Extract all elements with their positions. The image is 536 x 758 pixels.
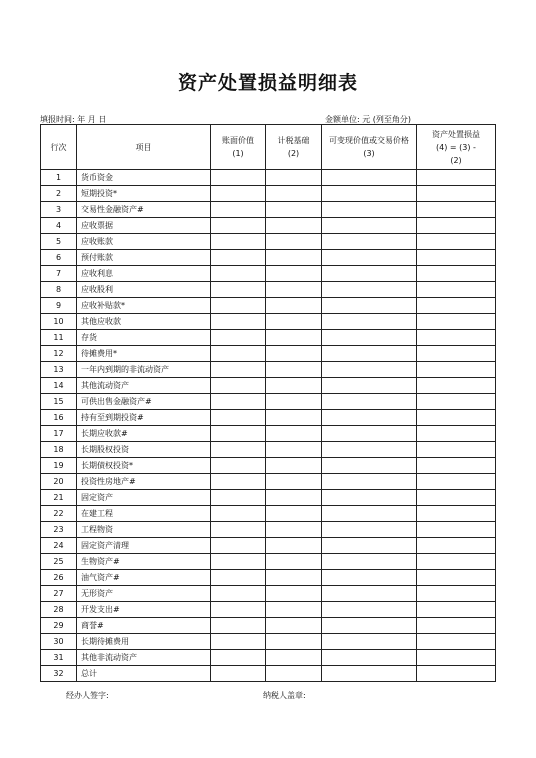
book-value-cell[interactable] bbox=[211, 506, 266, 522]
book-value-cell[interactable] bbox=[211, 522, 266, 538]
gain-loss-cell[interactable] bbox=[417, 250, 496, 266]
gain-loss-cell[interactable] bbox=[417, 458, 496, 474]
amount-unit-label: 金额单位: 元 (列至角分) bbox=[325, 115, 412, 124]
row-number: 32 bbox=[41, 666, 77, 682]
row-number: 26 bbox=[41, 570, 77, 586]
row-number: 8 bbox=[41, 282, 77, 298]
gain-loss-cell[interactable] bbox=[417, 634, 496, 650]
book-value-cell[interactable] bbox=[211, 330, 266, 346]
tax-base-cell[interactable] bbox=[266, 554, 322, 570]
tax-base-cell[interactable] bbox=[266, 170, 322, 186]
row-number: 13 bbox=[41, 362, 77, 378]
row-item-label: 长期待摊费用 bbox=[77, 634, 211, 650]
book-value-cell[interactable] bbox=[211, 186, 266, 202]
tax-base-cell[interactable] bbox=[266, 586, 322, 602]
row-item-label: 工程物资 bbox=[77, 522, 211, 538]
row-item-label: 持有至到期投资# bbox=[77, 410, 211, 426]
row-number: 29 bbox=[41, 618, 77, 634]
row-item-label: 总计 bbox=[77, 666, 211, 682]
gain-loss-cell[interactable] bbox=[417, 554, 496, 570]
row-item-label: 应收账款 bbox=[77, 234, 211, 250]
row-item-label: 其他流动资产 bbox=[77, 378, 211, 394]
gain-loss-cell[interactable] bbox=[417, 314, 496, 330]
table-row bbox=[41, 474, 496, 490]
net-realizable-cell[interactable] bbox=[322, 362, 417, 378]
row-item-label: 应收股利 bbox=[77, 282, 211, 298]
table-row bbox=[41, 202, 496, 218]
row-item-label: 油气资产# bbox=[77, 570, 211, 586]
net-realizable-cell[interactable] bbox=[322, 618, 417, 634]
header-book-value: 账面价值 (1) bbox=[211, 125, 266, 170]
row-number: 19 bbox=[41, 458, 77, 474]
tax-base-cell[interactable] bbox=[266, 650, 322, 666]
table-row bbox=[41, 282, 496, 298]
gain-loss-cell[interactable] bbox=[417, 218, 496, 234]
row-number: 4 bbox=[41, 218, 77, 234]
tax-base-cell[interactable] bbox=[266, 474, 322, 490]
tax-base-cell[interactable] bbox=[266, 618, 322, 634]
table-row bbox=[41, 170, 496, 186]
row-item-label: 一年内到期的非流动资产 bbox=[77, 362, 211, 378]
gain-loss-cell[interactable] bbox=[417, 330, 496, 346]
row-number: 7 bbox=[41, 266, 77, 282]
net-realizable-cell[interactable] bbox=[322, 650, 417, 666]
header-net-realizable: 可变现价值或交易价格 (3) bbox=[322, 125, 417, 170]
tax-base-cell[interactable] bbox=[266, 394, 322, 410]
net-realizable-cell[interactable] bbox=[322, 410, 417, 426]
row-number: 12 bbox=[41, 346, 77, 362]
book-value-cell[interactable] bbox=[211, 554, 266, 570]
book-value-cell[interactable] bbox=[211, 202, 266, 218]
net-realizable-cell[interactable] bbox=[322, 394, 417, 410]
row-item-label: 固定资产 bbox=[77, 490, 211, 506]
fill-time-label: 填报时间: 年 月 日 bbox=[40, 115, 107, 124]
net-realizable-cell[interactable] bbox=[322, 314, 417, 330]
table-body bbox=[41, 170, 496, 682]
net-realizable-cell[interactable] bbox=[322, 490, 417, 506]
net-realizable-cell[interactable] bbox=[322, 170, 417, 186]
net-realizable-cell[interactable] bbox=[322, 586, 417, 602]
row-item-label: 商誉# bbox=[77, 618, 211, 634]
row-item-label: 在建工程 bbox=[77, 506, 211, 522]
tax-base-cell[interactable] bbox=[266, 506, 322, 522]
gain-loss-cell[interactable] bbox=[417, 490, 496, 506]
gain-loss-cell[interactable] bbox=[417, 266, 496, 282]
net-realizable-cell[interactable] bbox=[322, 474, 417, 490]
row-item-label: 开发支出# bbox=[77, 602, 211, 618]
row-number: 6 bbox=[41, 250, 77, 266]
tax-base-cell[interactable] bbox=[266, 410, 322, 426]
handler-signature-label: 经办人签字: bbox=[66, 691, 109, 700]
net-realizable-cell[interactable] bbox=[322, 346, 417, 362]
net-realizable-cell[interactable] bbox=[322, 666, 417, 682]
table-row bbox=[41, 410, 496, 426]
book-value-cell[interactable] bbox=[211, 474, 266, 490]
tax-base-cell[interactable] bbox=[266, 458, 322, 474]
table-row bbox=[41, 586, 496, 602]
row-item-label: 待摊费用* bbox=[77, 346, 211, 362]
net-realizable-cell[interactable] bbox=[322, 298, 417, 314]
net-realizable-cell[interactable] bbox=[322, 570, 417, 586]
tax-base-cell[interactable] bbox=[266, 202, 322, 218]
row-item-label: 应收补贴款* bbox=[77, 298, 211, 314]
row-item-label: 其他应收款 bbox=[77, 314, 211, 330]
net-realizable-cell[interactable] bbox=[322, 330, 417, 346]
row-number: 30 bbox=[41, 634, 77, 650]
row-number: 9 bbox=[41, 298, 77, 314]
gain-loss-cell[interactable] bbox=[417, 426, 496, 442]
book-value-cell[interactable] bbox=[211, 442, 266, 458]
tax-base-cell[interactable] bbox=[266, 250, 322, 266]
table-row bbox=[41, 554, 496, 570]
book-value-cell[interactable] bbox=[211, 538, 266, 554]
net-realizable-cell[interactable] bbox=[322, 602, 417, 618]
tax-base-cell[interactable] bbox=[266, 570, 322, 586]
net-realizable-cell[interactable] bbox=[322, 250, 417, 266]
tax-base-cell[interactable] bbox=[266, 378, 322, 394]
row-number: 21 bbox=[41, 490, 77, 506]
book-value-cell[interactable] bbox=[211, 218, 266, 234]
gain-loss-cell[interactable] bbox=[417, 410, 496, 426]
tax-base-cell[interactable] bbox=[266, 490, 322, 506]
taxpayer-seal-label: 纳税人盖章: bbox=[263, 691, 306, 700]
gain-loss-cell[interactable] bbox=[417, 234, 496, 250]
table-row bbox=[41, 442, 496, 458]
gain-loss-cell[interactable] bbox=[417, 618, 496, 634]
book-value-cell[interactable] bbox=[211, 586, 266, 602]
book-value-cell[interactable] bbox=[211, 266, 266, 282]
book-value-cell[interactable] bbox=[211, 634, 266, 650]
book-value-cell[interactable] bbox=[211, 666, 266, 682]
book-value-cell[interactable] bbox=[211, 346, 266, 362]
table-row bbox=[41, 506, 496, 522]
row-number: 5 bbox=[41, 234, 77, 250]
row-number: 18 bbox=[41, 442, 77, 458]
row-item-label: 可供出售金融资产# bbox=[77, 394, 211, 410]
tax-base-cell[interactable] bbox=[266, 314, 322, 330]
gain-loss-cell[interactable] bbox=[417, 474, 496, 490]
net-realizable-cell[interactable] bbox=[322, 634, 417, 650]
row-number: 10 bbox=[41, 314, 77, 330]
tax-base-cell[interactable] bbox=[266, 522, 322, 538]
table-row bbox=[41, 426, 496, 442]
table-row bbox=[41, 218, 496, 234]
row-item-label: 货币资金 bbox=[77, 170, 211, 186]
row-number: 16 bbox=[41, 410, 77, 426]
row-item-label: 长期股权投资 bbox=[77, 442, 211, 458]
row-number: 24 bbox=[41, 538, 77, 554]
row-number: 20 bbox=[41, 474, 77, 490]
gain-loss-cell[interactable] bbox=[417, 650, 496, 666]
table-row bbox=[41, 346, 496, 362]
gain-loss-cell[interactable] bbox=[417, 170, 496, 186]
row-number: 11 bbox=[41, 330, 77, 346]
net-realizable-cell[interactable] bbox=[322, 426, 417, 442]
net-realizable-cell[interactable] bbox=[322, 266, 417, 282]
row-item-label: 应收利息 bbox=[77, 266, 211, 282]
tax-base-cell[interactable] bbox=[266, 186, 322, 202]
row-number: 23 bbox=[41, 522, 77, 538]
row-number: 31 bbox=[41, 650, 77, 666]
book-value-cell[interactable] bbox=[211, 650, 266, 666]
row-number: 2 bbox=[41, 186, 77, 202]
net-realizable-cell[interactable] bbox=[322, 202, 417, 218]
tax-base-cell[interactable] bbox=[266, 298, 322, 314]
table-row bbox=[41, 570, 496, 586]
gain-loss-cell[interactable] bbox=[417, 394, 496, 410]
row-item-label: 其他非流动资产 bbox=[77, 650, 211, 666]
gain-loss-cell[interactable] bbox=[417, 506, 496, 522]
table-row bbox=[41, 298, 496, 314]
tax-base-cell[interactable] bbox=[266, 330, 322, 346]
gain-loss-cell[interactable] bbox=[417, 378, 496, 394]
row-item-label: 长期应收款# bbox=[77, 426, 211, 442]
table-row bbox=[41, 234, 496, 250]
book-value-cell[interactable] bbox=[211, 394, 266, 410]
book-value-cell[interactable] bbox=[211, 314, 266, 330]
book-value-cell[interactable] bbox=[211, 234, 266, 250]
tax-base-cell[interactable] bbox=[266, 538, 322, 554]
table-row bbox=[41, 634, 496, 650]
book-value-cell[interactable] bbox=[211, 362, 266, 378]
table-row bbox=[41, 458, 496, 474]
table-row bbox=[41, 538, 496, 554]
row-number: 28 bbox=[41, 602, 77, 618]
tax-base-cell[interactable] bbox=[266, 266, 322, 282]
net-realizable-cell[interactable] bbox=[322, 506, 417, 522]
book-value-cell[interactable] bbox=[211, 378, 266, 394]
row-number: 22 bbox=[41, 506, 77, 522]
gain-loss-cell[interactable] bbox=[417, 298, 496, 314]
tax-base-cell[interactable] bbox=[266, 282, 322, 298]
table-header-row bbox=[41, 125, 496, 170]
row-item-label: 生物资产# bbox=[77, 554, 211, 570]
table-row bbox=[41, 378, 496, 394]
book-value-cell[interactable] bbox=[211, 170, 266, 186]
row-number: 3 bbox=[41, 202, 77, 218]
table-row bbox=[41, 650, 496, 666]
table-row bbox=[41, 314, 496, 330]
book-value-cell[interactable] bbox=[211, 570, 266, 586]
table-row bbox=[41, 330, 496, 346]
table-row bbox=[41, 266, 496, 282]
table-row bbox=[41, 666, 496, 682]
table-row bbox=[41, 394, 496, 410]
header-tax-base: 计税基础 (2) bbox=[266, 125, 322, 170]
net-realizable-cell[interactable] bbox=[322, 554, 417, 570]
row-number: 1 bbox=[41, 170, 77, 186]
row-number: 15 bbox=[41, 394, 77, 410]
asset-disposal-table bbox=[40, 124, 496, 682]
gain-loss-cell[interactable] bbox=[417, 602, 496, 618]
tax-base-cell[interactable] bbox=[266, 602, 322, 618]
net-realizable-cell[interactable] bbox=[322, 186, 417, 202]
tax-base-cell[interactable] bbox=[266, 362, 322, 378]
table-row bbox=[41, 522, 496, 538]
tax-base-cell[interactable] bbox=[266, 218, 322, 234]
book-value-cell[interactable] bbox=[211, 282, 266, 298]
book-value-cell[interactable] bbox=[211, 410, 266, 426]
table-row bbox=[41, 618, 496, 634]
tax-base-cell[interactable] bbox=[266, 634, 322, 650]
book-value-cell[interactable] bbox=[211, 250, 266, 266]
book-value-cell[interactable] bbox=[211, 458, 266, 474]
table-row bbox=[41, 490, 496, 506]
row-item-label: 预付账款 bbox=[77, 250, 211, 266]
book-value-cell[interactable] bbox=[211, 490, 266, 506]
tax-base-cell[interactable] bbox=[266, 666, 322, 682]
book-value-cell[interactable] bbox=[211, 426, 266, 442]
gain-loss-cell[interactable] bbox=[417, 570, 496, 586]
gain-loss-cell[interactable] bbox=[417, 202, 496, 218]
gain-loss-cell[interactable] bbox=[417, 362, 496, 378]
gain-loss-cell[interactable] bbox=[417, 442, 496, 458]
row-item-label: 无形资产 bbox=[77, 586, 211, 602]
net-realizable-cell[interactable] bbox=[322, 458, 417, 474]
table-row bbox=[41, 362, 496, 378]
row-number: 27 bbox=[41, 586, 77, 602]
table-row bbox=[41, 602, 496, 618]
tax-base-cell[interactable] bbox=[266, 234, 322, 250]
header-item: 项目 bbox=[77, 125, 211, 170]
gain-loss-cell[interactable] bbox=[417, 538, 496, 554]
row-number: 14 bbox=[41, 378, 77, 394]
page-title: 资产处置损益明细表 bbox=[177, 72, 358, 94]
tax-base-cell[interactable] bbox=[266, 442, 322, 458]
table-row bbox=[41, 250, 496, 266]
row-item-label: 应收票据 bbox=[77, 218, 211, 234]
row-item-label: 固定资产清理 bbox=[77, 538, 211, 554]
net-realizable-cell[interactable] bbox=[322, 282, 417, 298]
row-item-label: 交易性金融资产# bbox=[77, 202, 211, 218]
header-seq: 行次 bbox=[41, 125, 77, 170]
tax-base-cell[interactable] bbox=[266, 346, 322, 362]
net-realizable-cell[interactable] bbox=[322, 442, 417, 458]
net-realizable-cell[interactable] bbox=[322, 522, 417, 538]
row-item-label: 长期债权投资* bbox=[77, 458, 211, 474]
book-value-cell[interactable] bbox=[211, 298, 266, 314]
book-value-cell[interactable] bbox=[211, 602, 266, 618]
gain-loss-cell[interactable] bbox=[417, 666, 496, 682]
row-item-label: 存货 bbox=[77, 330, 211, 346]
gain-loss-cell[interactable] bbox=[417, 346, 496, 362]
row-number: 17 bbox=[41, 426, 77, 442]
net-realizable-cell[interactable] bbox=[322, 378, 417, 394]
tax-base-cell[interactable] bbox=[266, 426, 322, 442]
gain-loss-cell[interactable] bbox=[417, 282, 496, 298]
row-item-label: 投资性房地产# bbox=[77, 474, 211, 490]
net-realizable-cell[interactable] bbox=[322, 234, 417, 250]
header-gain-loss: 资产处置损益 (4) = (3) - (2) bbox=[417, 125, 496, 170]
net-realizable-cell[interactable] bbox=[322, 218, 417, 234]
gain-loss-cell[interactable] bbox=[417, 586, 496, 602]
gain-loss-cell[interactable] bbox=[417, 186, 496, 202]
row-number: 25 bbox=[41, 554, 77, 570]
book-value-cell[interactable] bbox=[211, 618, 266, 634]
gain-loss-cell[interactable] bbox=[417, 522, 496, 538]
row-item-label: 短期投资* bbox=[77, 186, 211, 202]
table-row bbox=[41, 186, 496, 202]
net-realizable-cell[interactable] bbox=[322, 538, 417, 554]
